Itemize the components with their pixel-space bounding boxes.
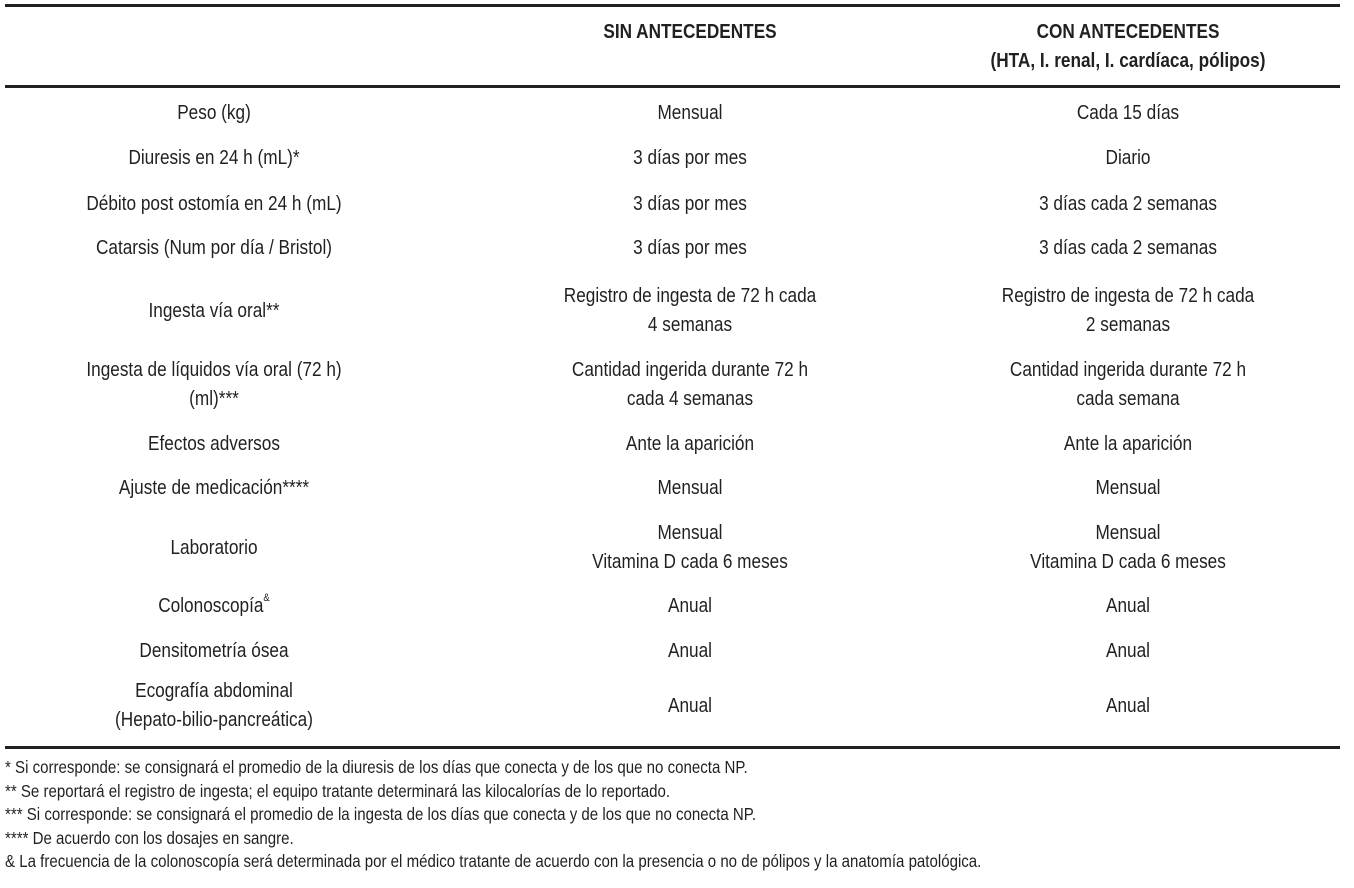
- cell-line: [932, 519, 1324, 548]
- column-header-subtitle: (HTA, I. renal, I. cardíaca, pólipos): [990, 50, 1266, 72]
- cell-text: Mensual: [657, 476, 723, 499]
- cell-text: Colonoscopía: [158, 594, 264, 617]
- cell-con-antecedentes: [932, 430, 1324, 459]
- cell-sin-antecedentes: [509, 144, 870, 173]
- cell-text: 3 días por mes: [633, 236, 747, 259]
- row-label: [30, 677, 398, 735]
- cell-text: Vitamina D cada 6 meses: [592, 551, 788, 573]
- header-rule: [5, 85, 1340, 88]
- cell-line: [509, 311, 870, 340]
- footnote: *** Si corresponde: se consignará el promedio de la ingesta de los días que conecta y de los que no conecta NP.: [5, 804, 757, 824]
- cell-line: [509, 637, 870, 666]
- cell-sin-antecedentes: [509, 430, 870, 459]
- cell-line: [30, 637, 398, 666]
- cell-text: 2 semanas: [1085, 314, 1171, 336]
- table-top-rule: [5, 4, 1340, 7]
- cell-text: Ante la aparición: [1063, 432, 1193, 455]
- cell-con-antecedentes: [932, 519, 1324, 577]
- cell-line: [30, 430, 398, 459]
- cell-con-antecedentes: [932, 144, 1324, 173]
- cell-text: 3 días cada 2 semanas: [1039, 236, 1217, 259]
- footnote: * Si corresponde: se consignará el promedio de la diuresis de los días que conecta y de los que no conecta NP.: [5, 757, 748, 777]
- cell-con-antecedentes: [932, 356, 1324, 414]
- cell-text: Cada 15 días: [1076, 101, 1180, 124]
- cell-line: [932, 430, 1324, 459]
- cell-line: [30, 234, 398, 263]
- footnote: & La frecuencia de la colonoscopía será determinada por el médico tratante de acuerdo con la presencia o no de pólipos y la anatomía patológica.: [5, 851, 982, 871]
- table-bottom-rule: [5, 746, 1340, 749]
- cell-line: [932, 311, 1324, 340]
- cell-con-antecedentes: [932, 592, 1324, 621]
- cell-text: Diario: [1105, 146, 1151, 169]
- cell-sin-antecedentes: [509, 592, 870, 621]
- cell-text: Peso (kg): [177, 101, 251, 124]
- cell-text: Diuresis en 24 h (mL)*: [128, 146, 300, 169]
- cell-sin-antecedentes: [509, 637, 870, 666]
- cell-line: [932, 356, 1324, 385]
- cell-text: cada semana: [1076, 388, 1180, 410]
- column-header-title: CON ANTECEDENTES: [1036, 21, 1220, 43]
- cell-con-antecedentes: [932, 99, 1324, 128]
- cell-text: Ingesta de líquidos vía oral (72 h): [86, 359, 342, 381]
- cell-text: Anual: [1106, 694, 1150, 717]
- cell-line: [932, 99, 1324, 128]
- cell-line: [509, 692, 870, 721]
- row-label: [30, 430, 398, 459]
- cell-text: (Hepato-bilio-pancreática): [115, 709, 313, 731]
- cell-con-antecedentes: [932, 282, 1324, 340]
- cell-text: Anual: [668, 694, 712, 717]
- cell-line: [509, 385, 870, 414]
- row-label: [30, 99, 398, 128]
- cell-line: [509, 144, 870, 173]
- cell-line: [30, 677, 398, 706]
- cell-text: Cantidad ingerida durante 72 h: [571, 359, 809, 381]
- cell-line: [932, 592, 1324, 621]
- cell-line: [30, 385, 398, 414]
- cell-text: Cantidad ingerida durante 72 h: [1009, 359, 1247, 381]
- cell-line: [30, 534, 398, 563]
- cell-text: Ingesta vía oral**: [148, 299, 280, 322]
- cell-sin-antecedentes: [509, 190, 870, 219]
- row-label: [30, 234, 398, 263]
- footnotes: [5, 756, 1209, 874]
- cell-line: [30, 356, 398, 385]
- cell-text: (ml)***: [189, 388, 239, 410]
- cell-sin-antecedentes: [509, 474, 870, 503]
- cell-line: [509, 356, 870, 385]
- cell-text: cada 4 semanas: [626, 388, 754, 410]
- cell-text: Registro de ingesta de 72 h cada: [563, 285, 817, 307]
- row-label: [30, 637, 398, 666]
- cell-line: [509, 474, 870, 503]
- cell-text: Laboratorio: [170, 536, 258, 559]
- cell-line: [509, 99, 870, 128]
- cell-sin-antecedentes: [509, 356, 870, 414]
- cell-line: [30, 474, 398, 503]
- cell-line: [932, 144, 1324, 173]
- cell-line: [509, 234, 870, 263]
- cell-con-antecedentes: [932, 190, 1324, 219]
- cell-line: [30, 592, 398, 621]
- cell-line: [932, 548, 1324, 577]
- cell-text: 3 días por mes: [633, 146, 747, 169]
- column-header-con-antecedentes: [932, 18, 1324, 76]
- cell-text: Ecografía abdominal: [135, 680, 293, 702]
- cell-sin-antecedentes: [509, 234, 870, 263]
- row-label: [30, 356, 398, 414]
- cell-text: Mensual: [1095, 522, 1161, 544]
- cell-sin-antecedentes: [509, 519, 870, 577]
- column-header-sin-antecedentes: [509, 18, 870, 47]
- row-label: [30, 190, 398, 219]
- cell-line: [30, 99, 398, 128]
- row-label: [30, 144, 398, 173]
- row-label: [30, 592, 398, 621]
- cell-text: 3 días cada 2 semanas: [1039, 192, 1217, 215]
- cell-line: [30, 144, 398, 173]
- cell-line: [932, 474, 1324, 503]
- cell-line: [932, 190, 1324, 219]
- cell-line: [932, 282, 1324, 311]
- cell-line: [932, 637, 1324, 666]
- cell-text: Mensual: [657, 522, 723, 544]
- cell-line: [509, 548, 870, 577]
- footnote: ** Se reportará el registro de ingesta; el equipo tratante determinará las kilocalorías de lo reportado.: [5, 780, 671, 801]
- cell-text: 4 semanas: [647, 314, 733, 336]
- cell-text: 3 días por mes: [633, 192, 747, 215]
- cell-text: Débito post ostomía en 24 h (mL): [86, 192, 342, 215]
- cell-con-antecedentes: [932, 692, 1324, 721]
- cell-line: [932, 234, 1324, 263]
- cell-text: Mensual: [1095, 476, 1161, 499]
- cell-text: Anual: [1106, 639, 1150, 662]
- cell-text: Densitometría ósea: [139, 639, 289, 662]
- cell-line: [509, 519, 870, 548]
- cell-text: Catarsis (Num por día / Bristol): [95, 236, 333, 259]
- column-header-title: SIN ANTECEDENTES: [603, 21, 777, 43]
- cell-line: [932, 692, 1324, 721]
- footnote-marker: &: [263, 591, 270, 604]
- row-label: [30, 474, 398, 503]
- cell-line: [509, 592, 870, 621]
- cell-line: [932, 385, 1324, 414]
- cell-text: Anual: [1106, 594, 1150, 617]
- cell-text: Ante la aparición: [625, 432, 755, 455]
- cell-sin-antecedentes: [509, 99, 870, 128]
- cell-sin-antecedentes: [509, 282, 870, 340]
- cell-line: [30, 297, 398, 326]
- cell-text: Vitamina D cada 6 meses: [1030, 551, 1226, 573]
- cell-con-antecedentes: [932, 234, 1324, 263]
- cell-text: Anual: [668, 594, 712, 617]
- cell-line: [509, 430, 870, 459]
- footnote: **** De acuerdo con los dosajes en sangre.: [5, 827, 294, 848]
- row-label: [30, 297, 398, 326]
- cell-con-antecedentes: [932, 474, 1324, 503]
- cell-sin-antecedentes: [509, 692, 870, 721]
- cell-text: Registro de ingesta de 72 h cada: [1001, 285, 1255, 307]
- cell-text: Mensual: [657, 101, 723, 124]
- cell-line: [509, 190, 870, 219]
- cell-text: Anual: [668, 639, 712, 662]
- row-label: [30, 534, 398, 563]
- cell-text: Ajuste de medicación****: [118, 476, 310, 499]
- cell-line: [509, 282, 870, 311]
- cell-line: [30, 190, 398, 219]
- cell-line: [30, 706, 398, 735]
- cell-text: Efectos adversos: [148, 432, 280, 455]
- cell-con-antecedentes: [932, 637, 1324, 666]
